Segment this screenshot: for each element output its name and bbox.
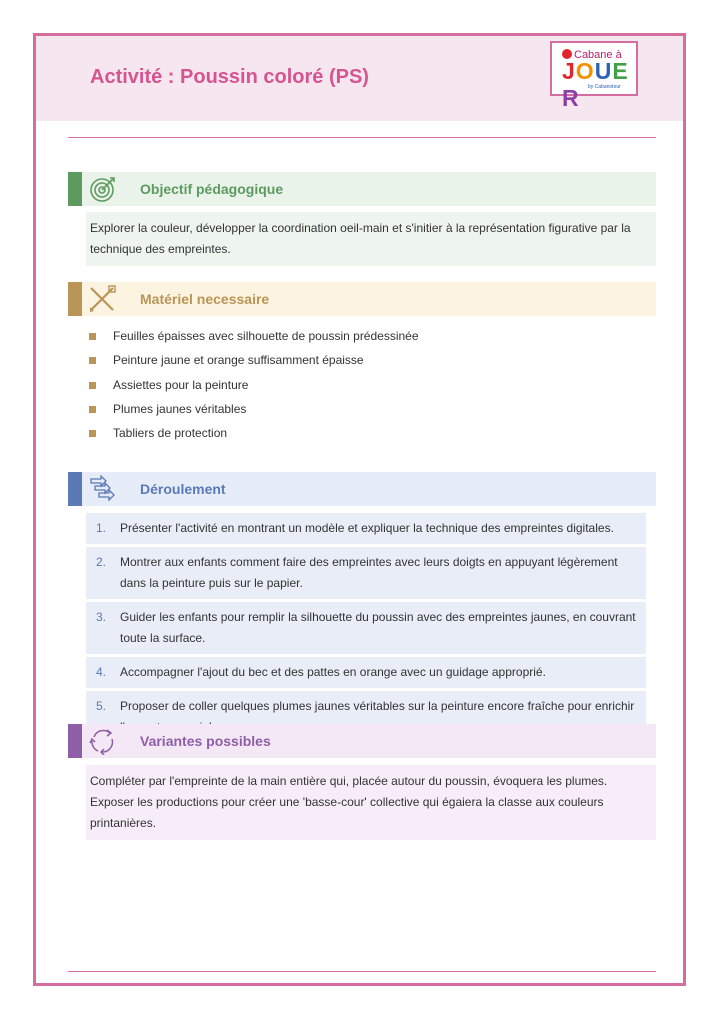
list-item bbox=[86, 421, 646, 445]
section-materiel-title: Matériel necessaire bbox=[140, 291, 270, 307]
step-number: 4. bbox=[96, 665, 107, 679]
step-text: Présenter l'activité en montrant un modèle et expliquer la technique des empreintes digitales. bbox=[120, 521, 614, 535]
section-accent-bar bbox=[68, 282, 82, 316]
bullet-square bbox=[89, 357, 96, 364]
step-text: Guider les enfants pour remplir la silhouette du poussin avec des empreintes jaunes, en couvrant toute la surface. bbox=[120, 610, 636, 645]
cabane-a-jouer-logo bbox=[550, 41, 638, 111]
bullet-square bbox=[89, 430, 96, 437]
step-number: 2. bbox=[96, 555, 107, 569]
bullet-square bbox=[89, 333, 96, 340]
step-item bbox=[86, 602, 646, 654]
section-objectif-header bbox=[68, 172, 656, 206]
list-item-text: Peinture jaune et orange suffisamment épaisse bbox=[113, 353, 364, 368]
objectif-text: Explorer la couleur, développer la coordination oeil-main et s'initier à la représentation figurative par la technique des empreintes. bbox=[86, 212, 656, 266]
step-text: Accompagner l'ajout du bec et des pattes en orange avec un guidage approprié. bbox=[120, 665, 546, 679]
top-divider bbox=[68, 137, 656, 138]
step-item bbox=[86, 513, 646, 544]
step-item bbox=[86, 657, 646, 688]
step-text: Proposer de coller quelques plumes jaunes véritables sur la peinture encore fraîche pour enrichir bbox=[120, 699, 635, 713]
page-title: Activité : Poussin coloré (PS) bbox=[90, 66, 369, 88]
step-number: 1. bbox=[96, 521, 107, 535]
list-item bbox=[86, 324, 646, 348]
bottom-divider bbox=[68, 971, 656, 972]
list-item bbox=[86, 348, 646, 372]
logo-line2: JOUER bbox=[562, 58, 629, 111]
section-variantes-title: Variantes possibles bbox=[140, 733, 271, 749]
list-item bbox=[86, 397, 646, 421]
document-page bbox=[33, 33, 686, 986]
section-accent-bar bbox=[68, 472, 82, 506]
steps-arrows-icon bbox=[88, 475, 118, 503]
section-materiel-header bbox=[68, 282, 656, 316]
section-deroulement-header bbox=[68, 472, 656, 506]
tools-icon bbox=[88, 285, 118, 313]
section-accent-bar bbox=[68, 724, 82, 758]
cycle-arrows-icon bbox=[88, 727, 118, 755]
materiel-list bbox=[86, 324, 646, 445]
step-number: 3. bbox=[96, 610, 107, 624]
list-item-text: Tabliers de protection bbox=[113, 426, 228, 441]
bullet-square bbox=[89, 406, 96, 413]
step-text: Montrer aux enfants comment faire des empreintes avec leurs doigts en appuyant légèrement dans la peinture puis sur le papier. bbox=[120, 555, 618, 590]
section-variantes-header bbox=[68, 724, 656, 758]
list-item-text: Plumes jaunes véritables bbox=[113, 401, 247, 416]
section-objectif-title: Objectif pédagogique bbox=[140, 181, 284, 197]
step-number: 5. bbox=[96, 699, 107, 713]
bullet-square bbox=[89, 382, 96, 389]
section-accent-bar bbox=[68, 172, 82, 206]
target-icon bbox=[88, 175, 118, 203]
logo-line1: Cabane à bbox=[574, 49, 622, 61]
list-item-text: Feuilles épaisses avec silhouette de poussin prédessinée bbox=[113, 329, 419, 343]
section-deroulement-title: Déroulement bbox=[140, 481, 226, 497]
variantes-text: Compléter par l'empreinte de la main entière qui, placée autour du poussin, évoquera les plumes. Exposer les productions pour créer une 'basse-cour' collective qui égaiera la classe aux couleurs printanières. bbox=[86, 765, 656, 840]
deroulement-steps bbox=[86, 513, 646, 746]
step-item bbox=[86, 547, 646, 599]
list-item-text: Assiettes pour la peinture bbox=[113, 377, 249, 392]
logo-line3: by Cabanoteur bbox=[588, 84, 621, 90]
list-item bbox=[86, 373, 646, 397]
